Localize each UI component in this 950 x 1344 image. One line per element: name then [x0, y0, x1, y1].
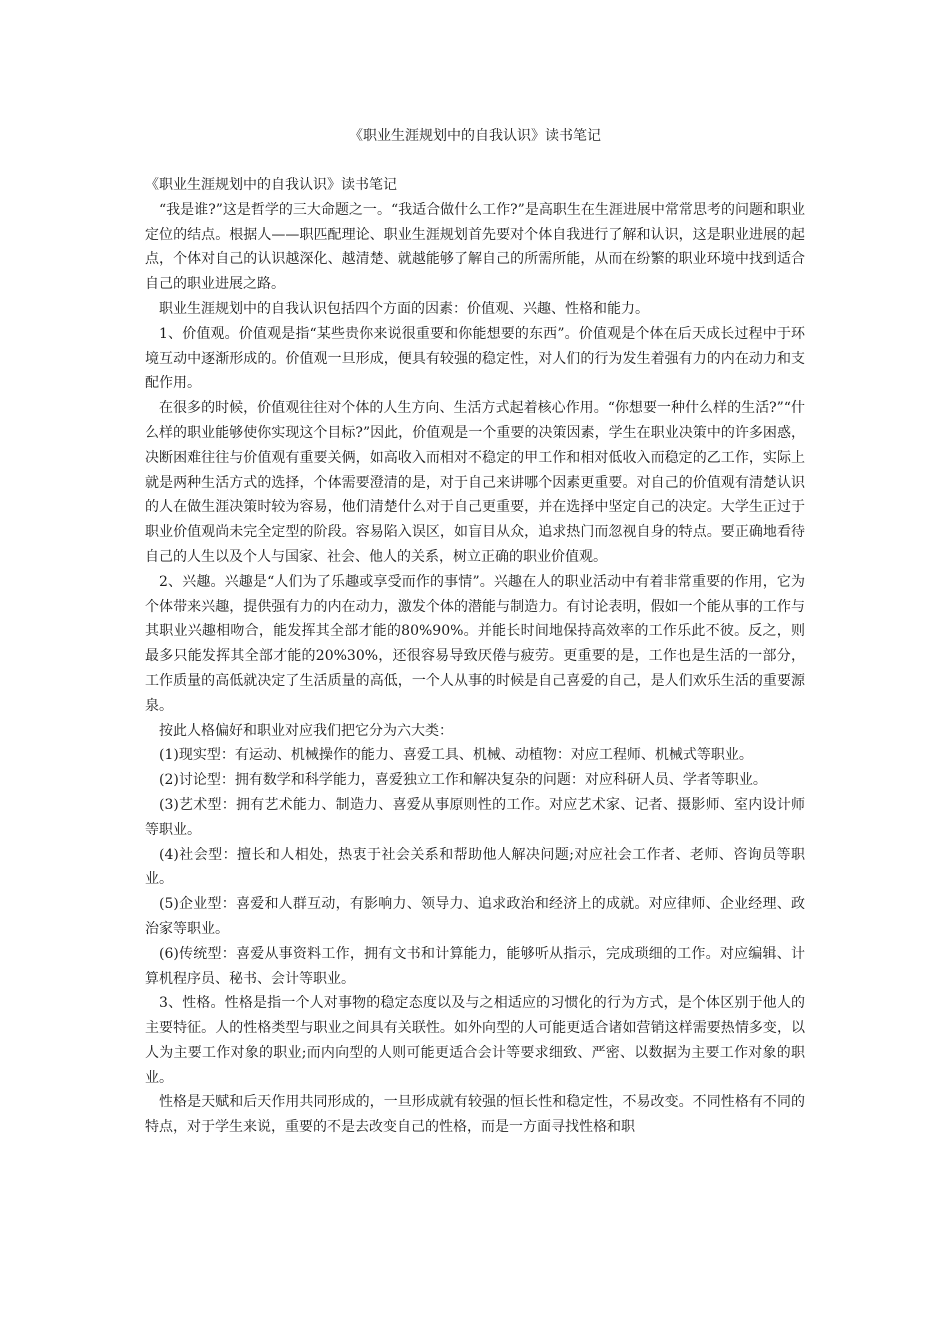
list-item-investigative: (2)讨论型：拥有数学和科学能力，喜爱独立工作和解决复杂的问题：对应科研人员、学者等职业。 — [159, 772, 767, 789]
list-item-artistic: (3)艺术型：拥有艺术能力、制造力、喜爱从事原则性的工作。对应艺术家、记者、摄影师、室内设计师等职业。 — [145, 796, 805, 838]
list-item-conventional: (6)传统型：喜爱从事资料工作，拥有文书和计算能力，能够听从指示，完成琐细的工作。对应编辑、计算机程序员、秘书、会计等职业。 — [145, 945, 805, 987]
paragraph-four-factors: 职业生涯规划中的自我认识包括四个方面的因素：价值观、兴趣、性格和能力。 — [159, 300, 649, 317]
paragraph-intro: “我是谁?”这是哲学的三大命题之一。“我适合做什么工作?”是高职生在生涯进展中常常思考的问题和职业定位的结点。根据人——职匹配理论、职业生涯规划首先要对个体自我进行了解和认识，这是职业进展的起点，个体对自己的认识越深化、越清楚、就越能够了解自己的所需所能，从而在纷繁的职业环境中找到适合自己的职业进展之路。 — [145, 201, 805, 293]
paragraph-values: 1、价值观。价值观是指“某些贵你来说很重要和你能想要的东西”。价值观是个体在后天成长过程中于环境互动中逐渐形成的。价值观一旦形成，便具有较强的稳定性，对人们的行为发生着强有力的内在动力和支配作用。 — [145, 325, 805, 392]
list-item-social: (4)社会型：擅长和人相处，热衷于社会关系和帮助他人解决问题;对应社会工作者、老师、咨询员等职业。 — [145, 846, 805, 888]
paragraph-interest: 2、兴趣。兴趣是“人们为了乐趣或享受而作的事情”。兴趣在人的职业活动中有着非常重要的作用，它为个体带来兴趣，提供强有力的内在动力，激发个体的潜能与制造力。有讨论表明，假如一个能从事的工作与其职业兴趣相吻合，能发挥其全部才能的80%90%。并能长时间地保持高效率的工作乐此不彼。反之，则最多只能发挥其全部才能的20%30%，还很容易导致厌倦与疲劳。更重要的是，工作也是生活的一部分，工作质量的高低就决定了生活质量的高低，一个人从事的时候是自己喜爱的自己，是人们欢乐生活的重要源泉。 — [145, 573, 805, 714]
body-subtitle: 《职业生涯规划中的自我认识》读书笔记 — [145, 177, 397, 193]
paragraph-personality: 3、性格。性格是指一个人对事物的稳定态度以及与之相适应的习惯化的行为方式，是个体区别于他人的主要特征。人的性格类型与职业之间具有关联性。如外向型的人可能更适合诸如营销这样需要热情多变，以人为主要工作对象的职业;而内向型的人则可能更适合会计等要求细致、严密、以数据为主要工作对象的职业。 — [145, 995, 805, 1086]
list-item-realistic: (1)现实型：有运动、机械操作的能力、喜爱工具、机械、动植物：对应工程师、机械式等职业。 — [159, 747, 753, 764]
paragraph-six-types: 按此人格偏好和职业对应我们把它分为六大类： — [159, 722, 453, 739]
paragraph-values-detail: 在很多的时候，价值观往往对个体的人生方向、生活方式起着核心作用。“你想要一种什么样的生活?”“什么样的职业能够使你实现这个目标?”因此，价值观是一个重要的决策因素，学生在职业决策中的许多困惑，决断困难往往与价值观有重要关俩，如高收入而相对不稳定的甲工作和相对低收入而稳定的乙工作，实际上就是两种生活方式的选择，个体需要澄清的是，对于自己来讲哪个因素更重要。对自己的价值观有清楚认识的人在做生涯决策时较为容易，他们清楚什么对于自己更重要，并在选择中坚定自己的决定。大学生正过于职业价值观尚未完全定型的阶段。容易陷入误区，如盲目从众，追求热门而忽视自身的特点。要正确地看待自己的人生以及个人与国家、社会、他人的关系，树立正确的职业价值观。 — [145, 400, 805, 565]
paragraph-personality-detail: 性格是天赋和后天作用共同形成的，一旦形成就有较强的恒长性和稳定性，不易改变。不同性格有不同的特点，对于学生来说，重要的不是去改变自己的性格，而是一方面寻找性格和职 — [145, 1094, 805, 1136]
document-body — [145, 173, 805, 1140]
list-item-enterprising: (5)企业型：喜爱和人群互动，有影响力、领导力、追求政治和经济上的成就。对应律师、企业经理、政治家等职业。 — [145, 896, 805, 937]
document-title: 《职业生涯规划中的自我认识》读书笔记 — [349, 128, 601, 144]
